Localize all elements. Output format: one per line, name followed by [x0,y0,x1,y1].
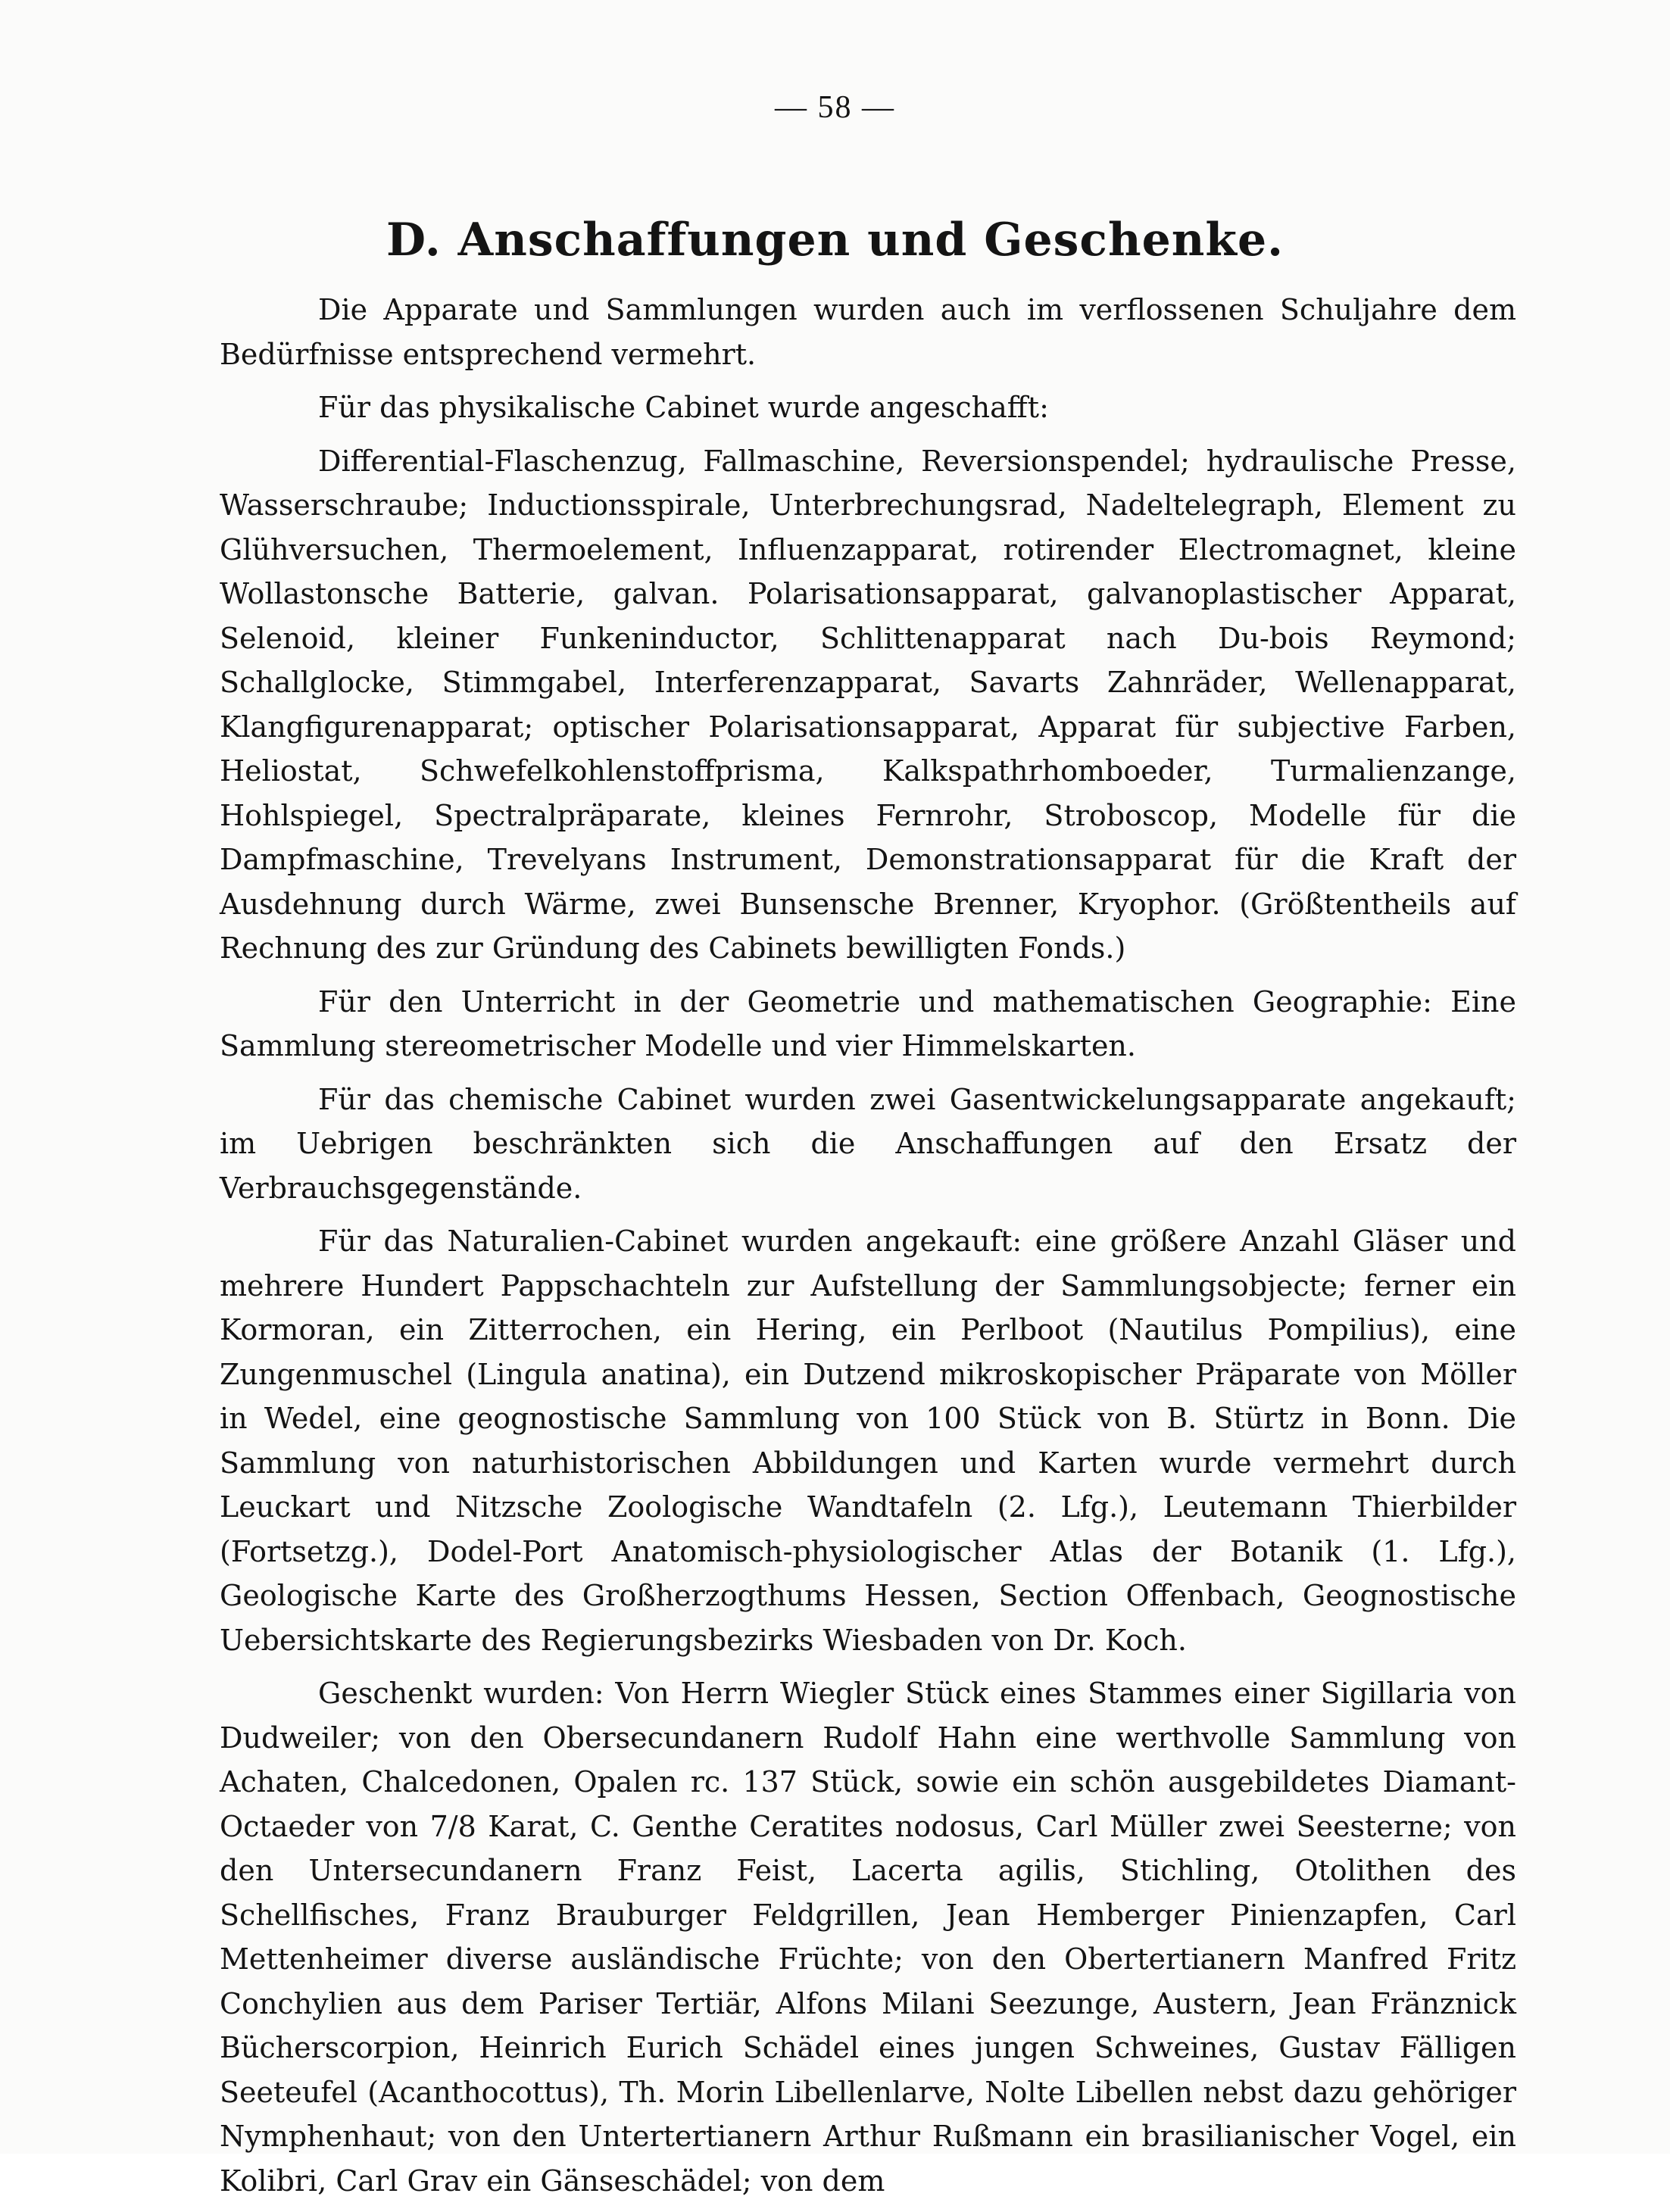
body-text [220,288,1516,2212]
paragraph-geometry: Für den Unterricht in der Geometrie und mathematischen Geographie: Eine Sammlung stereometrischer Modelle und vier Himmelskarten. [220,984,1516,1062]
paragraph-donations: Geschenkt wurden: Von Herrn Wiegler Stück eines Stammes einer Sigillaria von Dudweiler; von den Obersecundanern Rudolf Hahn eine werthvolle Sammlung von Achaten, Chalcedonen, Opalen rc. 137 Stück, sowie ein schön ausgebildetes Diamant-Octaeder von 7/8 Karat, C. Genthe Ceratites nodosus, Carl Müller zwei Seesterne; von den Untersecundanern Franz Feist, Lacerta agilis, Stichling, Otolithen des Schellfisches, Franz Brauburger Feldgrillen, Jean Hemberger Pinienzapfen, Carl Mettenheimer diverse ausländische Früchte; von den Obertertianern Manfred Fritz Conchylien aus dem Pariser Tertiär, Alfons Milani Seezunge, Austern, Jean Fränznick Bücherscorpion, Heinrich Eurich Schädel eines jungen Schweines, Gustav Fälligen Seeteufel (Acanthocottus), Th. Morin Libellenlarve, Nolte Libellen nebst dazu gehöriger Nymphenhaut; von den Untertertianern Arthur Rußmann ein brasilianischer Vogel, ein Kolibri, Carl Grav ein Gänseschädel; von dem [220,1677,1516,2198]
page-number: — 58 — [775,90,895,125]
paragraph-physics-cabinet: Für das physikalische Cabinet wurde angeschafft: [318,391,1049,424]
section-heading: D. Anschaffungen und Geschenke. [386,214,1284,267]
paragraph-chemistry-cabinet: Für das chemische Cabinet wurden zwei Gasentwickelungsapparate angekauft; im Uebrigen beschränkten sich die Anschaffungen auf den Ersatz der Verbrauchsgegenstände. [220,1082,1516,1205]
paragraph-physics-items: Differential-Flaschenzug, Fallmaschine, Reversionspendel; hydraulische Presse, Wasserschraube; Inductionsspirale, Unterbrechungsrad, Nadeltelegraph, Element zu Glühversuchen, Thermoelement, Influenzapparat, rotirender Electromagnet, kleine Wollastonsche Batterie, galvan. Polarisationsapparat, galvanoplastischer Apparat, Selenoid, kleiner Funkeninductor, Schlittenapparat nach Du-bois Reymond; Schallglocke, Stimmgabel, Interferenzapparat, Savarts Zahnräder, Wellenapparat, Klangfigurenapparat; optischer Polarisationsapparat, Apparat für subjective Farben, Heliostat, Schwefelkohlenstoffprisma, Kalkspathrhomboeder, Turmalienzange, Hohlspiegel, Spectralpräparate, kleines Fernrohr, Stroboscop, Modelle für die Dampfmaschine, Trevelyans Instrument, Demonstrationsapparat für die Kraft der Ausdehnung durch Wärme, zwei Bunsensche Brenner, Kryophor. (Größtentheils auf Rechnung des zur Gründung des Cabinets bewilligten Fonds.) [220,444,1516,965]
paragraph-intro: Die Apparate und Sammlungen wurden auch im verflossenen Schuljahre dem Bedürfnisse entsprechend vermehrt. [220,293,1516,371]
paragraph-natural-history-cabinet: Für das Naturalien-Cabinet wurden angekauft: eine größere Anzahl Gläser und mehrere Hundert Pappschachteln zur Aufstellung der Sammlungsobjecte; ferner ein Kormoran, ein Zitterrochen, ein Hering, ein Perlboot (Nautilus Pompilius), eine Zungenmuschel (Lingula anatina), ein Dutzend mikroskopischer Präparate von Möller in Wedel, eine geognostische Sammlung von 100 Stück von B. Stürtz in Bonn. Die Sammlung von naturhistorischen Abbildungen und Karten wurde vermehrt durch Leuckart und Nitzsche Zoologische Wandtafeln (2. Lfg.), Leutemann Thierbilder (Fortsetzg.), Dodel-Port Anatomisch-physiologischer Atlas der Botanik (1. Lfg.), Geologische Karte des Großherzogthums Hessen, Section Offenbach, Geognostische Uebersichtskarte des Regierungsbezirks Wiesbaden von Dr. Koch. [220,1225,1516,1657]
